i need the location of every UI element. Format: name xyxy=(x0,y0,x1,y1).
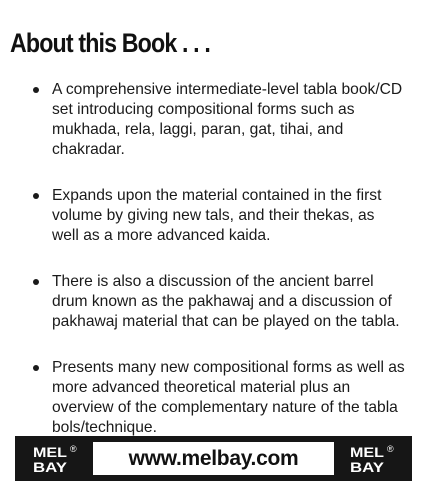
feature-list xyxy=(33,80,405,464)
url-box xyxy=(93,442,334,475)
logo-text-top: MEL xyxy=(33,444,68,460)
logo-text-top: MEL xyxy=(350,444,385,460)
bullet-text: A comprehensive intermediate-level tabla book/CD set introducing compositional forms such as mukhada, rela, laggi, paran, gat, tihai, and chakradar. xyxy=(52,81,403,158)
list-item xyxy=(33,272,405,332)
list-item xyxy=(33,186,405,246)
bullet-text: There is also a discussion of the ancient barrel drum known as the pakhawaj and a discussion of pakhawaj material that can be played on the tabla. xyxy=(52,273,400,330)
logo-text-bottom: BAY xyxy=(350,459,385,475)
page-title: About this Book . . . xyxy=(10,28,210,58)
list-item xyxy=(33,80,405,160)
registered-mark: ® xyxy=(70,444,77,454)
bullet-text: Presents many new compositional forms as well as more advanced theoretical material plus an overview of the complementary nature of the tabla bols/technique. xyxy=(52,359,405,436)
bullet-text: Expands upon the material contained in the first volume by giving new tals, and their thekas, as well as a more advanced kaida. xyxy=(52,187,382,244)
bullet-icon xyxy=(33,193,39,199)
mel-bay-logo-icon xyxy=(344,442,400,475)
website-url[interactable]: www.melbay.com xyxy=(128,446,299,470)
bullet-icon xyxy=(33,365,39,371)
bullet-icon xyxy=(33,87,39,93)
list-item xyxy=(33,358,405,438)
bullet-icon xyxy=(33,279,39,285)
footer-bar xyxy=(15,436,412,481)
registered-mark: ® xyxy=(387,444,394,454)
logo-text-bottom: BAY xyxy=(33,459,68,475)
mel-bay-logo-icon xyxy=(27,442,83,475)
